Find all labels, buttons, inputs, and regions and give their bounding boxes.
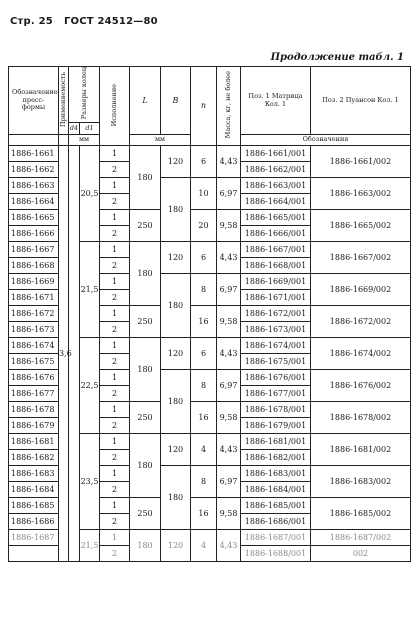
n-cell: 16 — [191, 306, 217, 338]
col-execution: Исполнение — [100, 67, 130, 146]
n-cell: 6 — [191, 146, 217, 178]
designation-cell: 1886-1685 — [9, 498, 59, 514]
L-cell: 250 — [130, 498, 161, 530]
pos2-cell: 1886-1672/002 — [311, 306, 411, 338]
d1-cell: 22,5 — [80, 338, 100, 434]
execution-cell: 1 — [100, 178, 130, 194]
mass-cell: 6,97 — [217, 370, 241, 402]
execution-cell: 1 — [100, 338, 130, 354]
pos1-cell: 1886-1665/001 — [241, 210, 311, 226]
n-cell: 16 — [191, 498, 217, 530]
pos2-cell: 1886-1661/002 — [311, 146, 411, 178]
pos1-cell: 1886-1683/001 — [241, 466, 311, 482]
n-cell: 10 — [191, 178, 217, 210]
designation-cell: 1886-1667 — [9, 242, 59, 258]
col-d4: d4 — [69, 123, 80, 135]
pos1-cell: 1886-1674/001 — [241, 338, 311, 354]
designation-cell: 1886-1669 — [9, 274, 59, 290]
execution-cell: 1 — [100, 402, 130, 418]
designation-cell: 1886-1662 — [9, 162, 59, 178]
execution-cell: 1 — [100, 242, 130, 258]
mass-cell: 4,43 — [217, 146, 241, 178]
mass-cell: 9,58 — [217, 210, 241, 242]
execution-cell: 2 — [100, 162, 130, 178]
pos1-cell: 1886-1678/001 — [241, 402, 311, 418]
table-continuation: Продолжение табл. 1 — [270, 52, 404, 63]
execution-cell: 2 — [100, 354, 130, 370]
pos2-cell: 1886-1683/002 — [311, 466, 411, 498]
pos1-cell: 1886-1677/001 — [241, 386, 311, 402]
n-cell: 16 — [191, 402, 217, 434]
L-cell: 250 — [130, 210, 161, 242]
B-cell: 180 — [161, 370, 191, 434]
n-cell: 8 — [191, 274, 217, 306]
n-cell: 4 — [191, 434, 217, 466]
col-seal-rings: Размеры колец — [69, 67, 100, 123]
n-cell: 8 — [191, 370, 217, 402]
designation-cell: 1886-1678 — [9, 402, 59, 418]
designation-cell: 1886-1682 — [9, 450, 59, 466]
designation-cell: 1886-1684 — [9, 482, 59, 498]
pos1-cell: 1886-1675/001 — [241, 354, 311, 370]
execution-cell: 1 — [100, 274, 130, 290]
pos2-cell: 1886-1674/002 — [311, 338, 411, 370]
L-cell: 250 — [130, 402, 161, 434]
L-cell: 180 — [130, 146, 161, 210]
execution-cell: 2 — [100, 290, 130, 306]
d1-cell: 20,5 — [80, 146, 100, 242]
execution-cell: 1 — [100, 210, 130, 226]
col-d1: d1 — [80, 123, 100, 135]
units-mm-rings: мм — [69, 135, 100, 146]
execution-cell: 1 — [100, 466, 130, 482]
designation-cell: 1886-1679 — [9, 418, 59, 434]
designation-cell: 1886-1664 — [9, 194, 59, 210]
d1-cell: 23,5 — [80, 434, 100, 530]
col-pos1: Поз. 1 Матрица Кол. 1 — [241, 67, 311, 135]
designation-cell: 1886-1686 — [9, 514, 59, 530]
pos1-cell: 1886-1681/001 — [241, 434, 311, 450]
pos1-cell: 1886-1668/001 — [241, 258, 311, 274]
execution-cell: 1 — [100, 370, 130, 386]
n-cell: 6 — [191, 338, 217, 370]
B-cell: 180 — [161, 466, 191, 530]
d1-cell: 21,5 — [80, 530, 100, 562]
pos1-cell: 1886-1667/001 — [241, 242, 311, 258]
pos1-cell: 1886-1688/001 — [241, 546, 311, 562]
pos1-cell: 1886-1662/001 — [241, 162, 311, 178]
designation-cell: 1886-1673 — [9, 322, 59, 338]
n-cell: 4 — [191, 530, 217, 562]
n-cell: 8 — [191, 466, 217, 498]
designation-cell: 1886-1668 — [9, 258, 59, 274]
page-number: Стр. 25 — [10, 16, 53, 27]
B-cell: 120 — [161, 434, 191, 466]
designation-cell: 1886-1674 — [9, 338, 59, 354]
col-pos2: Поз. 2 Пуансон Кол. 1 — [311, 67, 411, 135]
designation-cell: 1886-1661 — [9, 146, 59, 162]
designation-cell: 1886-1675 — [9, 354, 59, 370]
page-header — [10, 16, 158, 27]
pos2-cell: 1886-1676/002 — [311, 370, 411, 402]
execution-cell: 2 — [100, 450, 130, 466]
designation-cell: 1886-1687 — [9, 530, 59, 546]
B-cell: 120 — [161, 242, 191, 274]
mass-cell: 9,58 — [217, 498, 241, 530]
designation-cell: 1886-1671 — [9, 290, 59, 306]
designation-cell: 1886-1666 — [9, 226, 59, 242]
pos1-cell: 1886-1682/001 — [241, 450, 311, 466]
mass-cell: 6,97 — [217, 466, 241, 498]
col-B: B — [161, 67, 191, 135]
pos2-cell: 1886-1687/002 — [311, 530, 411, 546]
execution-cell: 2 — [100, 546, 130, 562]
designation-cell: 1886-1665 — [9, 210, 59, 226]
d1-cell: 21,5 — [80, 242, 100, 338]
col-L: L — [130, 67, 161, 135]
execution-cell: 1 — [100, 530, 130, 546]
designation-cell: 1886-1676 — [9, 370, 59, 386]
pos1-cell: 1886-1672/001 — [241, 306, 311, 322]
execution-cell: 2 — [100, 386, 130, 402]
L-cell: 180 — [130, 242, 161, 306]
mass-cell: 4,43 — [217, 530, 241, 562]
B-cell: 180 — [161, 274, 191, 338]
mass-cell: 6,97 — [217, 178, 241, 210]
L-cell: 180 — [130, 530, 161, 562]
L-cell: 180 — [130, 338, 161, 402]
designation-cell: 1886-1683 — [9, 466, 59, 482]
execution-cell: 1 — [100, 498, 130, 514]
execution-cell: 2 — [100, 514, 130, 530]
L-cell: 250 — [130, 306, 161, 338]
pos1-cell: 1886-1664/001 — [241, 194, 311, 210]
molds-table — [8, 66, 411, 562]
pos2-cell: 002 — [311, 546, 411, 562]
pos2-cell: 1886-1669/002 — [311, 274, 411, 306]
col-applicability: Применяемость — [59, 67, 69, 135]
units-mm-dims: мм — [130, 135, 191, 146]
B-cell: 120 — [161, 146, 191, 178]
designation-cell: 1886-1663 — [9, 178, 59, 194]
pos1-cell: 1886-1661/001 — [241, 146, 311, 162]
execution-cell: 2 — [100, 194, 130, 210]
n-cell: 20 — [191, 210, 217, 242]
pos2-cell: 1886-1663/002 — [311, 178, 411, 210]
mass-cell: 4,43 — [217, 338, 241, 370]
execution-cell: 2 — [100, 226, 130, 242]
pos1-cell: 1886-1666/001 — [241, 226, 311, 242]
pos2-cell: 1886-1678/002 — [311, 402, 411, 434]
pos1-cell: 1886-1669/001 — [241, 274, 311, 290]
pos1-cell: 1886-1679/001 — [241, 418, 311, 434]
units-spacer — [9, 135, 59, 146]
pos2-cell: 1886-1685/002 — [311, 498, 411, 530]
mass-cell: 4,43 — [217, 434, 241, 466]
mass-cell: 9,58 — [217, 402, 241, 434]
pos1-cell: 1886-1663/001 — [241, 178, 311, 194]
pos1-cell: 1886-1676/001 — [241, 370, 311, 386]
pos1-cell: 1886-1686/001 — [241, 514, 311, 530]
execution-cell: 1 — [100, 146, 130, 162]
execution-cell: 2 — [100, 258, 130, 274]
pos1-cell: 1886-1685/001 — [241, 498, 311, 514]
standard-code: ГОСТ 24512—80 — [63, 16, 158, 27]
table-row — [9, 146, 411, 162]
L-cell: 180 — [130, 434, 161, 498]
designation-cell: 1886-1677 — [9, 386, 59, 402]
col-n: n — [191, 67, 217, 146]
pos2-cell: 1886-1667/002 — [311, 242, 411, 274]
execution-cell: 2 — [100, 322, 130, 338]
pos2-cell: 1886-1681/002 — [311, 434, 411, 466]
applicability-cell: 3,6 — [59, 146, 69, 562]
mass-cell: 4,43 — [217, 242, 241, 274]
pos1-cell: 1886-1687/001 — [241, 530, 311, 546]
col-designation: Обозначение пресс-формы — [9, 67, 59, 135]
pos1-cell: 1886-1684/001 — [241, 482, 311, 498]
col-mass: Масса, кг, не более — [217, 67, 241, 146]
execution-cell: 2 — [100, 482, 130, 498]
pos2-cell: 1886-1665/002 — [311, 210, 411, 242]
designation-cell: 1886-1672 — [9, 306, 59, 322]
execution-cell: 1 — [100, 434, 130, 450]
B-cell: 180 — [161, 178, 191, 242]
mass-cell: 6,97 — [217, 274, 241, 306]
designation-cell: 1886-1681 — [9, 434, 59, 450]
execution-cell: 1 — [100, 306, 130, 322]
B-cell: 120 — [161, 530, 191, 562]
units-spacer — [59, 135, 69, 146]
pos1-cell: 1886-1673/001 — [241, 322, 311, 338]
n-cell: 6 — [191, 242, 217, 274]
designation-cell — [9, 546, 59, 562]
pos1-cell: 1886-1671/001 — [241, 290, 311, 306]
designations-header: Обозначения — [241, 135, 411, 146]
mass-cell: 9,58 — [217, 306, 241, 338]
B-cell: 120 — [161, 338, 191, 370]
execution-cell: 2 — [100, 418, 130, 434]
table-body — [9, 146, 411, 562]
